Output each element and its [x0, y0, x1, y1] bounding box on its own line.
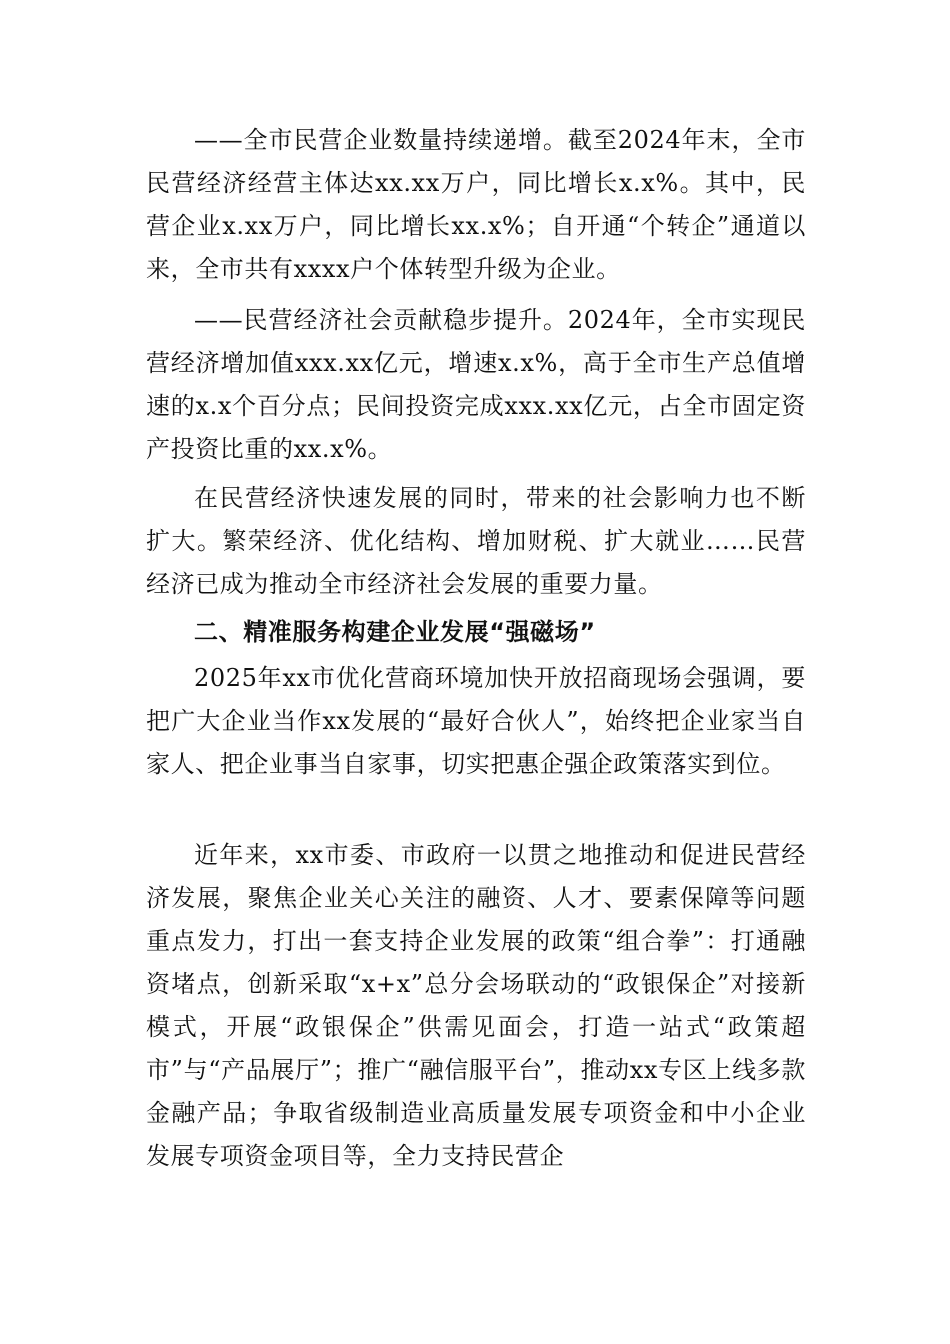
paragraph-social-influence: 在民营经济快速发展的同时，带来的社会影响力也不断扩大。繁荣经济、优化结构、增加财税、扩大就业……民营经济已成为推动全市经济社会发展的重要力量。 — [146, 484, 806, 598]
paragraph-private-enterprise-count: ——全市民营企业数量持续递增。截至2024年末，全市民营经济经营主体达xx.xx万户，同比增长x.x%。其中，民营企业x.xx万户，同比增长xx.x%；自开通“个转企”通道以来，全市共有xxxx户个体转型升级为企业。 — [146, 126, 806, 283]
section-heading: 二、精准服务构建企业发展“强磁场” — [194, 618, 596, 646]
paragraph-policy-measures: 近年来，xx市委、市政府一以贯之地推动和促进民营经济发展，聚焦企业关心关注的融资、人才、要素保障等问题重点发力，打出一套支持企业发展的政策“组合拳”：打通融资堵点，创新采取“x+x”总分会场联动的“政银保企”对接新模式，开展“政银保企”供需见面会，打造一站式“政策超市”与“产品展厅”；推广“融信服平台”，推动xx专区上线多款金融产品；争取省级制造业高质量发展专项资金和中小企业发展专项资金项目等，全力支持民营企 — [146, 841, 806, 1170]
paragraph-business-environment: 2025年xx市优化营商环境加快开放招商现场会强调，要把广大企业当作xx发展的“最好合伙人”，始终把企业家当自家人、把企业事当自家事，切实把惠企强企政策落实到位。 — [146, 664, 806, 778]
paragraph-social-contribution: ——民营经济社会贡献稳步提升。2024年，全市实现民营经济增加值xxx.xx亿元，增速x.x%，高于全市生产总值增速的x.x个百分点；民间投资完成xxx.xx亿元，占全市固定资产投资比重的xx.x%。 — [146, 306, 806, 463]
